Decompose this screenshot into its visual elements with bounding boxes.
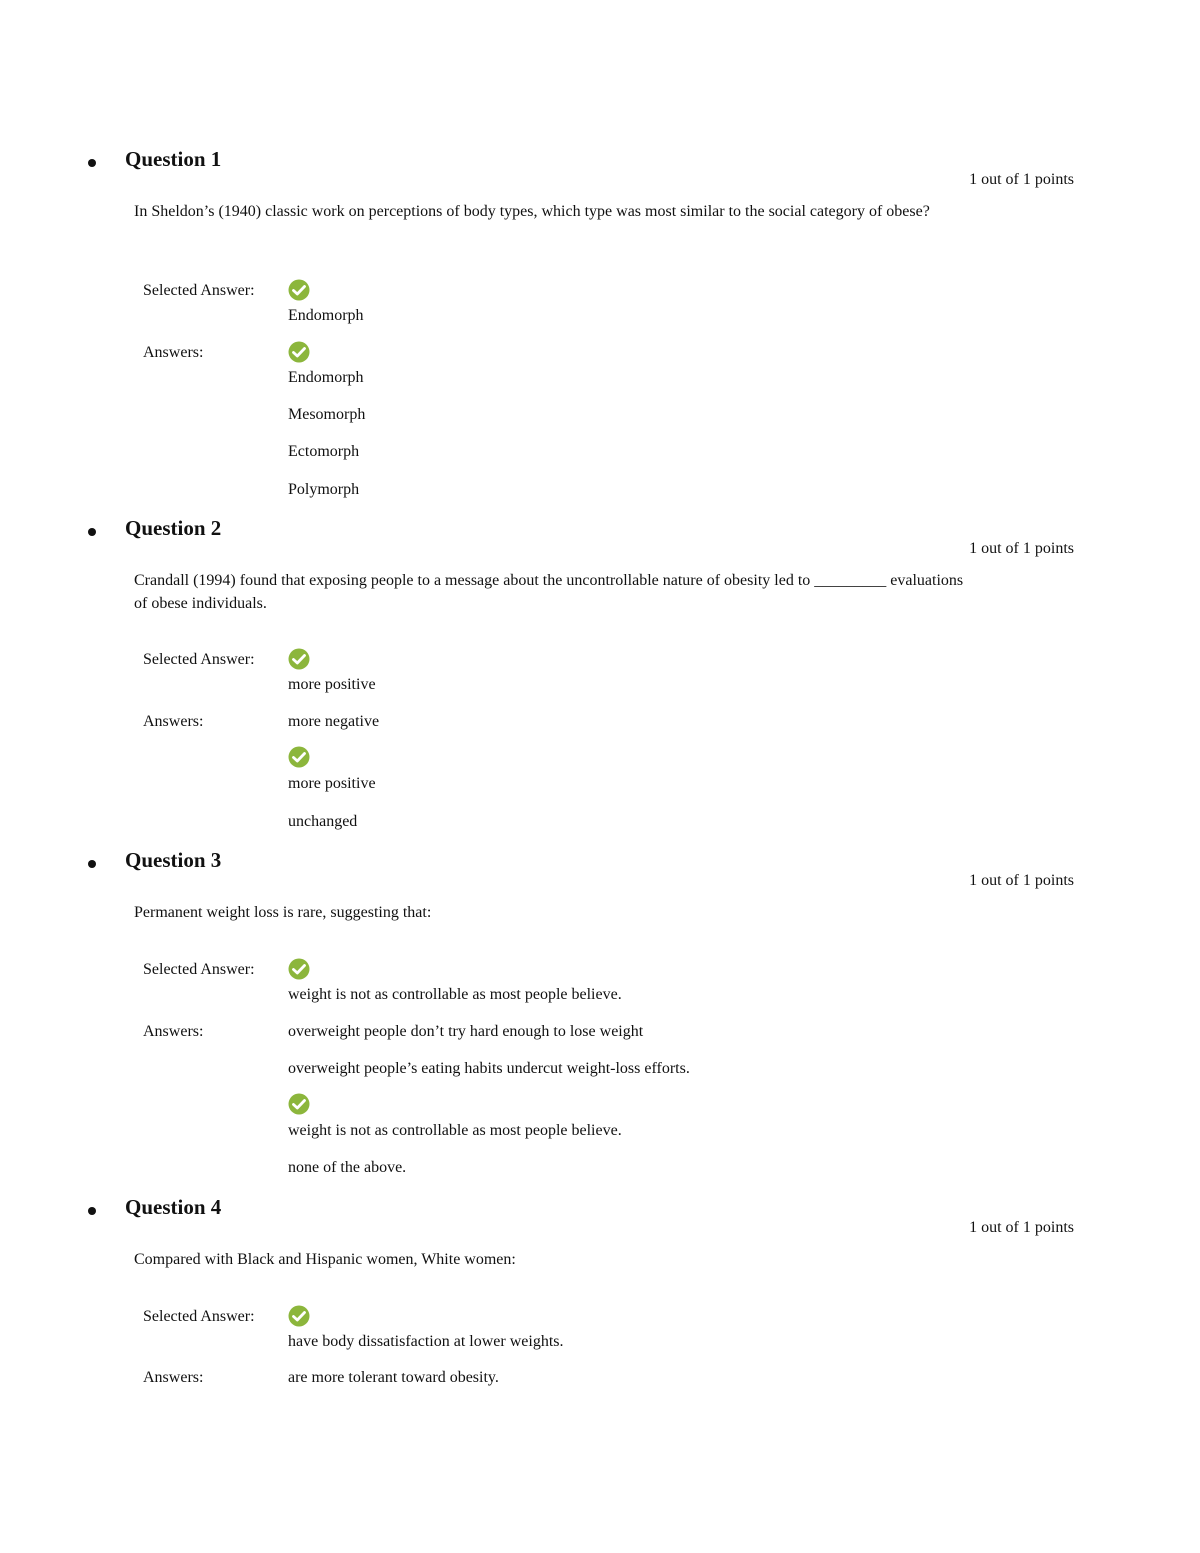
question-header [0, 848, 1200, 889]
bullet-icon [88, 159, 96, 167]
selected-answer-label: Selected Answer: [143, 961, 255, 978]
answers-label: Answers: [143, 1369, 204, 1386]
question-title: Question 1 [125, 147, 222, 171]
selected-answer-label: Selected Answer: [143, 282, 255, 299]
question-2 [0, 516, 1200, 830]
question-3 [0, 848, 1200, 1176]
answer-option: Mesomorph [288, 406, 366, 423]
question-header [0, 516, 1200, 557]
selected-answer-text: more positive [288, 676, 376, 693]
answer-option: Polymorph [288, 481, 360, 498]
answer-option: overweight people don’t try hard enough to lose weight [288, 1023, 644, 1040]
question-4 [0, 1195, 1200, 1386]
question-1 [0, 147, 1200, 498]
question-text: Permanent weight loss is rare, suggesting that: [134, 904, 432, 921]
selected-answer-text: Endomorph [288, 307, 364, 324]
bullet-icon [88, 528, 96, 536]
bullet-icon [88, 860, 96, 868]
answer-option: are more tolerant toward obesity. [288, 1369, 499, 1386]
answer-option: weight is not as controllable as most people believe. [288, 1122, 622, 1139]
selected-answer-text: weight is not as controllable as most people believe. [288, 986, 622, 1003]
selected-answer-label: Selected Answer: [143, 651, 255, 668]
answer-option: overweight people’s eating habits undercut weight-loss efforts. [288, 1060, 690, 1077]
check-icon [288, 648, 310, 670]
points-score: 1 out of 1 points [969, 540, 1074, 557]
answers-label: Answers: [143, 344, 204, 361]
question-header [0, 147, 1200, 188]
question-text: Crandall (1994) found that exposing people to a message about the uncontrollable nature of obesity led to _________ evaluations of obese individuals. [134, 572, 964, 612]
check-icon [288, 279, 310, 301]
answer-option: Ectomorph [288, 443, 360, 460]
points-score: 1 out of 1 points [969, 1219, 1074, 1236]
check-icon [288, 341, 310, 363]
check-icon [288, 1093, 310, 1115]
answer-option: Endomorph [288, 369, 364, 386]
points-score: 1 out of 1 points [969, 171, 1074, 188]
question-header [0, 1195, 1200, 1236]
check-icon [288, 958, 310, 980]
question-title: Question 3 [125, 848, 222, 872]
check-icon [288, 746, 310, 768]
points-score: 1 out of 1 points [969, 872, 1074, 889]
selected-answer-label: Selected Answer: [143, 1308, 255, 1325]
answer-option: more positive [288, 775, 376, 792]
answers-label: Answers: [143, 1023, 204, 1040]
answer-option: more negative [288, 713, 380, 730]
answer-option: unchanged [288, 813, 358, 830]
check-icon [288, 1305, 310, 1327]
question-title: Question 4 [125, 1195, 222, 1219]
question-text: In Sheldon’s (1940) classic work on perceptions of body types, which type was most similar to the social category of obese? [134, 203, 930, 220]
question-title: Question 2 [125, 516, 222, 540]
answers-label: Answers: [143, 713, 204, 730]
selected-answer-text: have body dissatisfaction at lower weights. [288, 1333, 564, 1350]
bullet-icon [88, 1207, 96, 1215]
question-text: Compared with Black and Hispanic women, White women: [134, 1251, 516, 1268]
answer-option: none of the above. [288, 1159, 407, 1176]
